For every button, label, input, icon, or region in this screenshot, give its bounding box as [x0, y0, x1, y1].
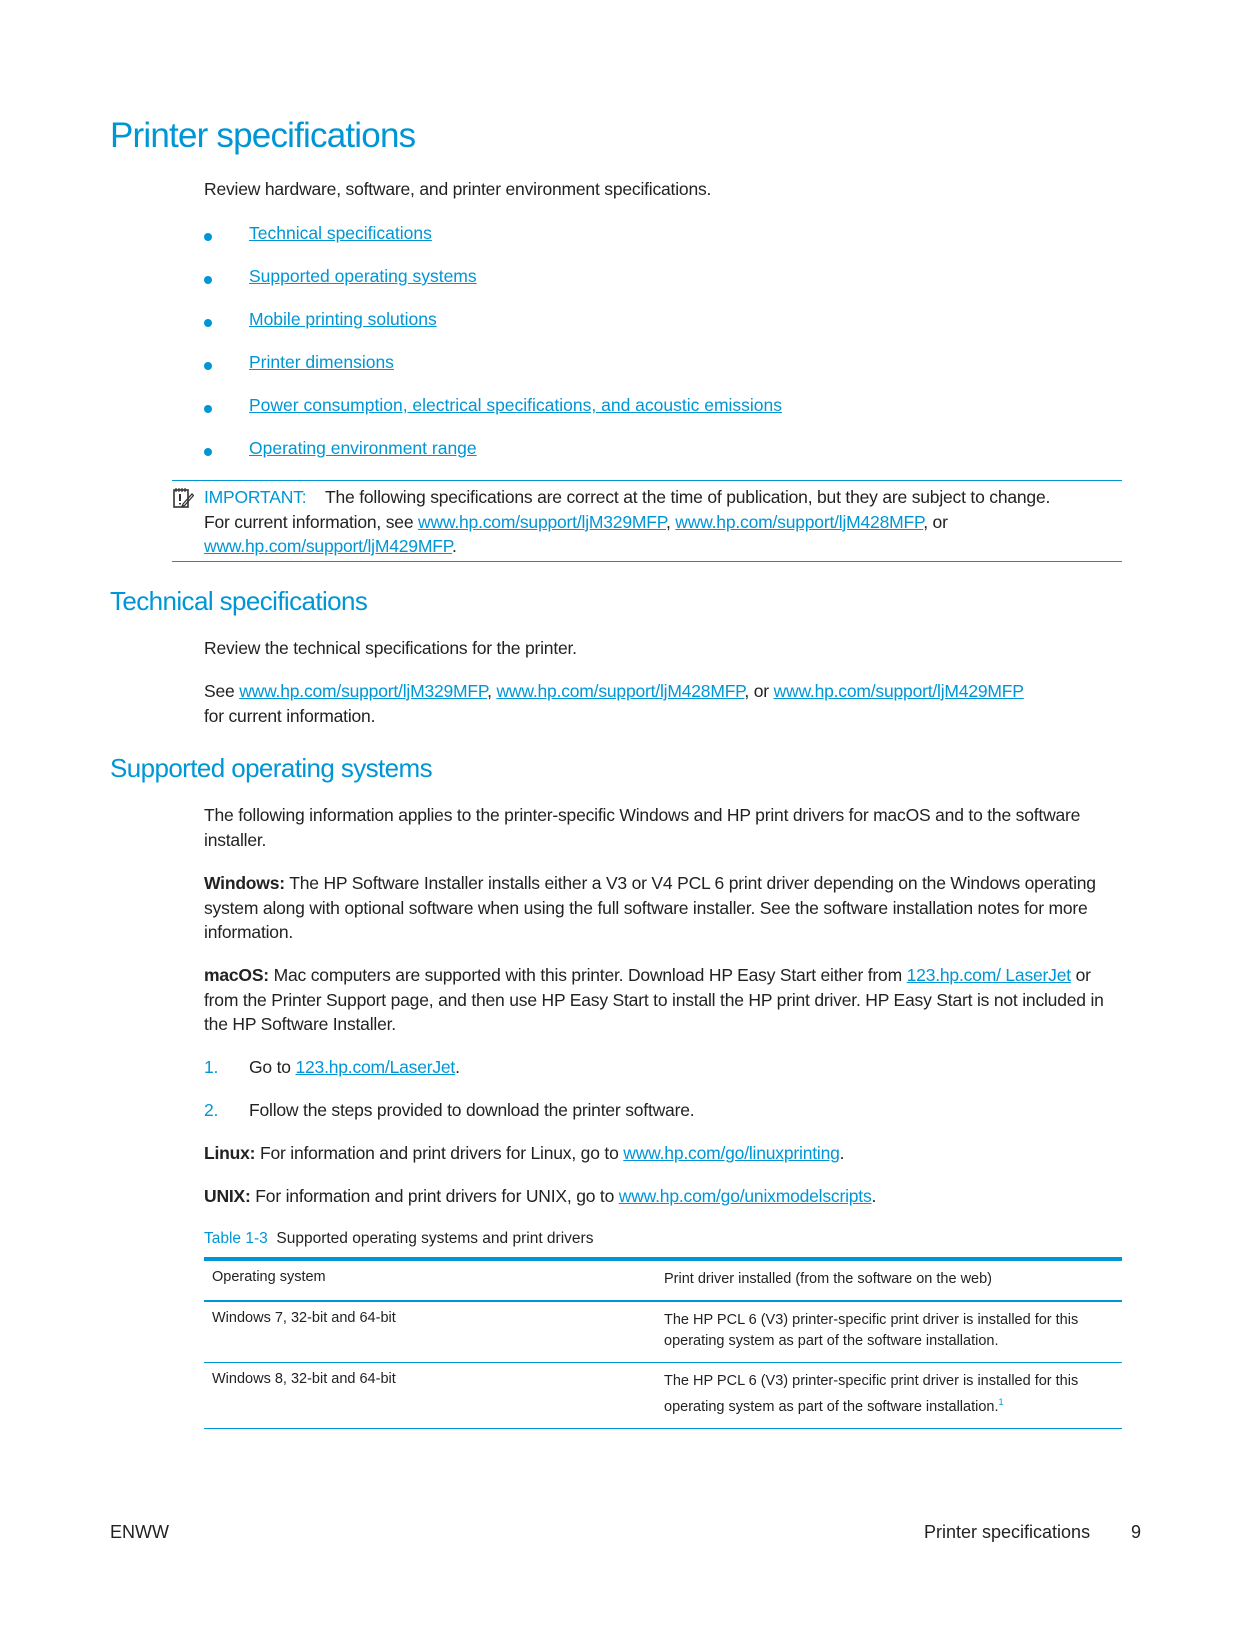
link-m428[interactable]: www.hp.com/support/ljM428MFP [675, 511, 924, 532]
os-linux [204, 1141, 1124, 1166]
note-pencil-icon [172, 487, 194, 509]
driver-cell [664, 1363, 1122, 1428]
os-intro: The following information applies to the printer-specific Windows and HP print drivers for macOS and to the software installer. [204, 805, 1081, 850]
important-note [172, 480, 1122, 562]
table-header-row [204, 1261, 1122, 1302]
toc-link-power[interactable]: Power consumption, electrical specifications, and acoustic emissions [249, 395, 783, 415]
driver-cell: The HP PCL 6 (V3) printer-specific print driver is installed for this operating system as part of the software installation. [664, 1312, 1079, 1349]
link-linuxprinting[interactable]: www.hp.com/go/linuxprinting [623, 1143, 840, 1163]
step-1 [204, 1055, 1124, 1080]
link-m429[interactable]: www.hp.com/support/ljM429MFP [773, 681, 1024, 701]
text: Follow the steps provided to download the printer software. [249, 1100, 695, 1120]
os-unix [204, 1184, 1124, 1209]
separator: . [871, 1186, 877, 1206]
os-macos [204, 963, 1124, 1037]
text: The HP PCL 6 (V3) printer-specific print driver is installed for this operating system as part of the software installation. [664, 1373, 1079, 1415]
footer-section: Printer specifications [924, 1522, 1091, 1542]
caption-text: Supported operating systems and print drivers [276, 1230, 594, 1247]
bullet-icon [204, 233, 212, 241]
separator: , [487, 681, 497, 701]
toc-link-dimensions[interactable]: Printer dimensions [249, 352, 394, 372]
toc-link-technical[interactable]: Technical specifications [249, 223, 432, 243]
label: macOS: [204, 965, 269, 985]
section-heading-os: Supported operating systems [110, 753, 432, 783]
bullet-icon [204, 448, 212, 456]
step-number: 1. [204, 1057, 219, 1077]
toc-link-mobile[interactable]: Mobile printing solutions [249, 309, 437, 329]
text: See [204, 681, 240, 701]
text: The HP Software Installer installs either a V3 or V4 PCL 6 print driver depending on the Windows operating system along with optional software when using the full software installer. See the software installation notes for more information. [204, 873, 1096, 942]
separator: , [665, 511, 676, 532]
os-table [204, 1257, 1122, 1429]
separator: . [451, 536, 457, 556]
section-heading-technical: Technical specifications [110, 586, 368, 616]
important-text: For current information, see [204, 511, 419, 532]
page-number: 9 [1131, 1522, 1142, 1542]
tech-see-text [204, 679, 1124, 728]
tech-text: Review the technical specifications for the printer. [204, 638, 577, 658]
header-cell: Operating system [212, 1269, 326, 1285]
footnote-mark[interactable]: 1 [998, 1397, 1004, 1407]
separator: . [839, 1143, 845, 1163]
step-number: 2. [204, 1100, 219, 1120]
bullet-icon [204, 405, 212, 413]
header-cell: Print driver installed (from the software on the web) [664, 1271, 992, 1287]
bullet-icon [204, 319, 212, 327]
link-m329[interactable]: www.hp.com/support/ljM329MFP [418, 511, 666, 532]
table-caption [204, 1230, 593, 1248]
text: For information and print drivers for Linux, go to [255, 1143, 624, 1163]
link-123hp-laserjet[interactable]: 123.hp.com/LaserJet [295, 1057, 456, 1077]
page-title: Printer specifications [110, 116, 416, 155]
bullet-icon [204, 276, 212, 284]
separator: . [455, 1057, 460, 1077]
link-m429[interactable]: www.hp.com/support/ljM429MFP [204, 536, 452, 556]
toc-link-environment[interactable]: Operating environment range [249, 438, 477, 458]
link-unixmodelscripts[interactable]: www.hp.com/go/unixmodelscripts [618, 1186, 872, 1206]
table-number: Table 1-3 [204, 1230, 268, 1247]
text: Mac computers are supported with this printer. Download HP Easy Start either from [268, 965, 907, 985]
footer-left: ENWW [110, 1522, 169, 1542]
text: Go to [249, 1057, 296, 1077]
toc-link-os[interactable]: Supported operating systems [249, 266, 477, 286]
bullet-icon [204, 362, 212, 370]
link-m329[interactable]: www.hp.com/support/ljM329MFP [239, 681, 488, 701]
important-label: IMPORTANT: [204, 487, 307, 507]
text: For information and print drivers for UNIX, go to [250, 1186, 619, 1206]
step-2 [204, 1098, 1124, 1123]
separator: , or [923, 511, 948, 532]
separator: , or [744, 681, 774, 701]
text: for current information. [204, 705, 376, 726]
label: UNIX: [204, 1186, 251, 1206]
label: Linux: [204, 1143, 256, 1163]
label: Windows: [204, 873, 285, 893]
intro-text: Review hardware, software, and printer environment specifications. [204, 179, 712, 199]
os-cell: Windows 7, 32-bit and 64-bit [212, 1310, 396, 1326]
link-m428[interactable]: www.hp.com/support/ljM428MFP [496, 681, 745, 701]
os-cell: Windows 8, 32-bit and 64-bit [212, 1371, 396, 1387]
text: or from the Printer Support page, and then use HP Easy Start to install the HP print driver. HP Easy Start is not included in the HP Software Installer. [204, 965, 1104, 1034]
important-text: The following specifications are correct at the time of publication, but they are subject to change. [325, 487, 1051, 507]
table-row [204, 1302, 1122, 1363]
os-windows [204, 871, 1124, 945]
link-123hp[interactable]: 123.hp.com/ LaserJet [906, 965, 1071, 985]
table-row [204, 1363, 1122, 1429]
